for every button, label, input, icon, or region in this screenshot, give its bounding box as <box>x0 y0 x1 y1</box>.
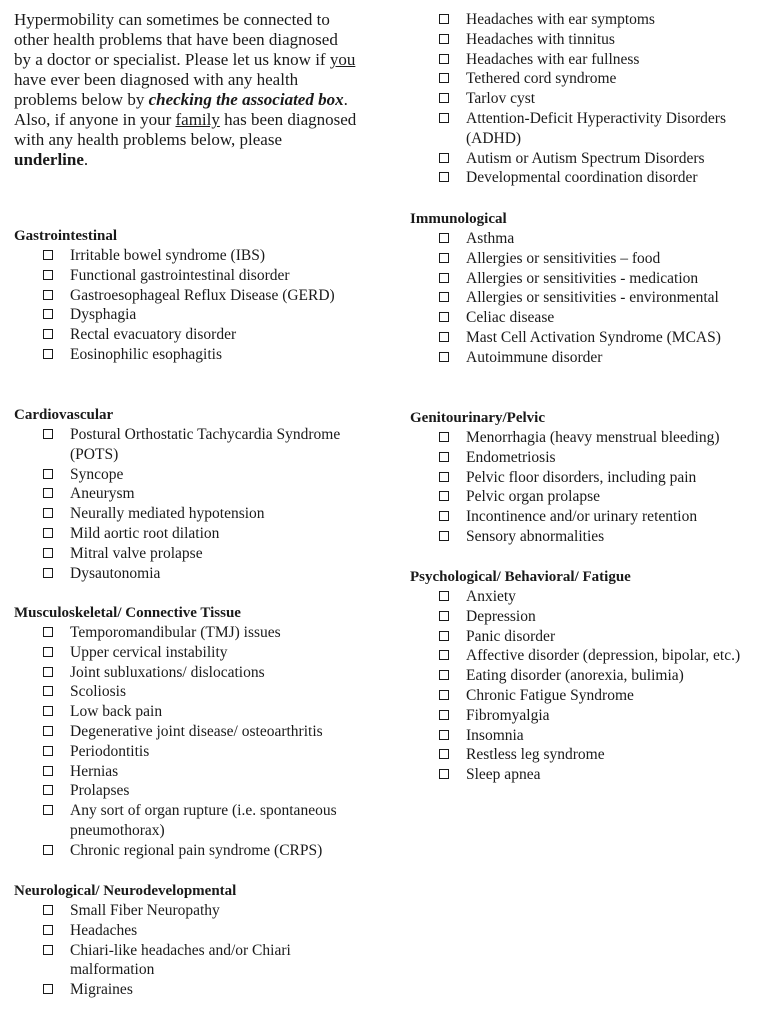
checklist-item-label: Rectal evacuatory disorder <box>70 326 237 344</box>
checklist-item-label: Asthma <box>466 230 515 247</box>
checklist-item-label: Celiac disease <box>466 309 555 327</box>
section-title: Immunological <box>410 211 507 227</box>
section-gastrointestinal <box>14 226 374 365</box>
checkbox[interactable] <box>43 488 53 498</box>
checklist-item <box>14 841 374 861</box>
checkbox[interactable] <box>43 746 53 756</box>
checkbox[interactable] <box>43 706 53 716</box>
checklist-item <box>410 745 758 765</box>
checklist-item <box>14 504 374 524</box>
checklist-item <box>410 308 758 328</box>
checkbox[interactable] <box>43 805 53 815</box>
checkbox[interactable] <box>43 548 53 558</box>
checklist-item <box>14 901 374 921</box>
checklist-item-label: Joint subluxations/ dislocations <box>70 663 265 681</box>
checkbox[interactable] <box>439 710 449 720</box>
checklist-item-label: Mast Cell Activation Syndrome (MCAS) <box>466 328 721 346</box>
checklist-item-label: Panic disorder <box>466 627 556 645</box>
section-cardiovascular <box>14 405 374 583</box>
checkbox[interactable] <box>439 73 449 83</box>
checklist-item-label: Postural Orthostatic Tachycardia Syndrome (POTS) <box>70 426 341 463</box>
checklist-item <box>14 941 374 981</box>
checklist-item <box>14 801 374 841</box>
checklist-item-label: Hernias <box>70 762 119 780</box>
checklist-item <box>14 544 374 564</box>
checklist-item-label: Fibromyalgia <box>466 706 550 724</box>
checkbox[interactable] <box>43 429 53 439</box>
checkbox[interactable] <box>43 766 53 776</box>
checkbox[interactable] <box>43 686 53 696</box>
checklist-item-label: Sensory abnormalities <box>466 527 605 545</box>
section-neurological-continued <box>410 10 758 188</box>
checklist-item <box>410 487 758 507</box>
section-title: Cardiovascular <box>14 407 114 423</box>
checkbox[interactable] <box>439 452 449 462</box>
checklist-item-label: Neurally mediated hypotension <box>70 505 265 523</box>
checklist-item <box>14 682 374 702</box>
checkbox[interactable] <box>439 769 449 779</box>
checkbox[interactable] <box>43 568 53 578</box>
checkbox[interactable] <box>439 14 449 24</box>
checklist-item <box>14 286 374 306</box>
checkbox[interactable] <box>439 253 449 263</box>
checklist-item <box>14 246 374 266</box>
checklist-item <box>14 266 374 286</box>
checklist-item <box>14 484 374 504</box>
checkbox[interactable] <box>439 273 449 283</box>
checkbox[interactable] <box>439 670 449 680</box>
checklist-item <box>410 666 758 686</box>
checklist-item <box>14 980 374 1000</box>
checklist-item-label: Pelvic floor disorders, including pain <box>466 468 697 486</box>
checklist-item <box>14 643 374 663</box>
checklist-item <box>14 722 374 742</box>
checklist-item-label: Tarlov cyst <box>466 90 536 108</box>
checklist-item-label: Chiari-like headaches and/or Chiari malformation <box>70 941 291 979</box>
checklist-item <box>14 305 374 325</box>
checklist-item-label: Any sort of organ rupture (i.e. spontaneous pneumothorax) <box>70 802 337 839</box>
checkbox[interactable] <box>43 270 53 280</box>
checkbox[interactable] <box>43 508 53 518</box>
checkbox[interactable] <box>43 329 53 339</box>
intro-text: . Also, if anyone in your <box>14 90 348 129</box>
checklist-item-label: Depression <box>466 607 536 625</box>
checkbox[interactable] <box>43 349 53 359</box>
checkbox[interactable] <box>439 332 449 342</box>
checklist-item-label: Attention-Deficit Hyperactivity Disorders (ADHD) <box>466 109 726 147</box>
checklist-item <box>410 348 758 368</box>
checklist-item <box>410 646 758 666</box>
intro-underline: underline <box>14 150 84 169</box>
checklist-item <box>410 686 758 706</box>
checklist-item-label: Tethered cord syndrome <box>466 70 617 88</box>
checklist-item-label: Dysphagia <box>70 306 137 324</box>
checklist-item <box>410 328 758 348</box>
checklist-item-label: Menorrhagia (heavy menstrual bleeding) <box>466 429 720 446</box>
checklist-item <box>410 627 758 647</box>
checklist-item-label: Anxiety <box>466 588 516 605</box>
checklist-item <box>410 706 758 726</box>
checklist-item <box>410 50 758 70</box>
section-title: Musculoskeletal/ Connective Tissue <box>14 605 241 621</box>
checkbox[interactable] <box>439 511 449 521</box>
checklist-item <box>410 468 758 488</box>
checklist-item <box>410 428 758 448</box>
checkbox[interactable] <box>439 591 449 601</box>
checklist-item <box>410 30 758 50</box>
checkbox[interactable] <box>43 647 53 657</box>
checkbox[interactable] <box>439 352 449 362</box>
checkbox[interactable] <box>43 945 53 955</box>
checklist-item-label: Small Fiber Neuropathy <box>70 902 220 919</box>
checklist-item-label: Periodontitis <box>70 742 150 760</box>
checklist-item-label: Eosinophilic esophagitis <box>70 345 222 363</box>
checklist-item <box>14 425 374 465</box>
checkbox[interactable] <box>43 627 53 637</box>
section-musculoskeletal <box>14 603 374 861</box>
checkbox[interactable] <box>439 312 449 322</box>
checklist-item <box>410 507 758 527</box>
checklist-item-label: Dysautonomia <box>70 564 161 582</box>
checklist-item-label: Eating disorder (anorexia, bulimia) <box>466 667 684 685</box>
checklist-item-label: Migraines <box>70 981 133 999</box>
checklist-item <box>14 465 374 485</box>
intro-paragraph <box>14 10 359 170</box>
checkbox[interactable] <box>439 93 449 103</box>
section-title: Neurological/ Neurodevelopmental <box>14 883 237 899</box>
checklist-item-label: Upper cervical instability <box>70 643 228 661</box>
checklist-item-label: Degenerative joint disease/ osteoarthritis <box>70 722 323 740</box>
section-title: Psychological/ Behavioral/ Fatigue <box>410 569 631 585</box>
intro-text: has been diagnosed with any health problems below, please <box>14 110 357 149</box>
checkbox[interactable] <box>439 749 449 759</box>
checklist-item-label: Sleep apnea <box>466 766 541 784</box>
intro-you: you <box>329 50 356 69</box>
intro-text: . <box>83 150 89 169</box>
checklist-item <box>410 168 758 188</box>
checkbox[interactable] <box>439 153 449 163</box>
checklist-item-label: Aneurysm <box>70 485 135 503</box>
checklist-item <box>410 288 758 308</box>
checkbox[interactable] <box>439 491 449 501</box>
checklist-item <box>14 325 374 345</box>
checklist-item <box>410 69 758 89</box>
checkbox[interactable] <box>43 528 53 538</box>
checklist-item-label: Autism or Autism Spectrum Disorders <box>466 149 705 167</box>
checkbox[interactable] <box>43 925 53 935</box>
checkbox[interactable] <box>439 631 449 641</box>
checklist-item <box>410 249 758 269</box>
checklist-item <box>410 527 758 547</box>
checkbox[interactable] <box>439 472 449 482</box>
checklist-item-label: Restless leg syndrome <box>466 746 605 764</box>
checklist-item-label: Syncope <box>70 465 124 483</box>
checklist-item <box>410 229 758 249</box>
checklist-item-label: Allergies or sensitivities – food <box>466 249 661 267</box>
checkbox[interactable] <box>43 845 53 855</box>
checklist-item-label: Gastroesophageal Reflux Disease (GERD) <box>70 286 335 304</box>
checklist-item-label: Allergies or sensitivities - medication <box>466 269 699 287</box>
section-genitourinary-pelvic <box>410 408 758 547</box>
checklist-item-label: Mild aortic root dilation <box>70 524 220 542</box>
checklist-item <box>410 765 758 785</box>
checklist-item-label: Allergies or sensitivities - environmental <box>466 289 719 307</box>
checklist-item <box>14 762 374 782</box>
checkbox[interactable] <box>439 233 449 243</box>
checklist-item <box>14 524 374 544</box>
checklist-item-label: Headaches with tinnitus <box>466 30 615 48</box>
intro-family: family <box>175 110 220 129</box>
checkbox[interactable] <box>43 290 53 300</box>
checklist-item-label: Incontinence and/or urinary retention <box>466 508 698 526</box>
section-title: Gastrointestinal <box>14 228 118 244</box>
checklist-item <box>14 623 374 643</box>
intro-text: have ever been diagnosed with any health problems below by <box>14 70 299 109</box>
checklist-item <box>14 564 374 584</box>
checklist-item-label: Chronic regional pain syndrome (CRPS) <box>70 841 323 859</box>
checkbox[interactable] <box>439 113 449 123</box>
checkbox[interactable] <box>43 905 53 915</box>
checklist-item <box>410 109 758 149</box>
checklist-item <box>410 149 758 169</box>
checklist-item <box>410 607 758 627</box>
checklist-item <box>410 89 758 109</box>
intro-checking-box: checking the associated box <box>148 90 344 109</box>
checklist-item <box>14 663 374 683</box>
checkbox[interactable] <box>439 432 449 442</box>
checklist-item <box>14 345 374 365</box>
checkbox[interactable] <box>439 34 449 44</box>
checkbox[interactable] <box>439 54 449 64</box>
checklist-item-label: Insomnia <box>466 726 524 744</box>
checklist-item <box>14 921 374 941</box>
checklist-item <box>14 781 374 801</box>
checkbox[interactable] <box>43 984 53 994</box>
checklist-item-label: Scoliosis <box>70 683 126 701</box>
checklist-item-label: Developmental coordination disorder <box>466 169 698 187</box>
checklist-item <box>410 448 758 468</box>
checklist-item-label: Autoimmune disorder <box>466 348 603 366</box>
checklist-item <box>410 726 758 746</box>
checklist-item-label: Mitral valve prolapse <box>70 544 203 562</box>
checklist-item-label: Low back pain <box>70 703 163 721</box>
checkbox[interactable] <box>439 730 449 740</box>
checklist-item-label: Prolapses <box>70 782 130 800</box>
checklist-item <box>410 269 758 289</box>
checklist-item-label: Endometriosis <box>466 448 556 466</box>
checklist-item <box>14 742 374 762</box>
checkbox[interactable] <box>439 292 449 302</box>
checklist-item-label: Pelvic organ prolapse <box>466 488 601 506</box>
checklist-item-label: Chronic Fatigue Syndrome <box>466 686 634 704</box>
checklist-item-label: Headaches <box>70 921 138 939</box>
checkbox[interactable] <box>43 785 53 795</box>
checkbox[interactable] <box>43 469 53 479</box>
checkbox[interactable] <box>43 309 53 319</box>
checkbox[interactable] <box>439 172 449 182</box>
checkbox[interactable] <box>439 531 449 541</box>
section-title: Genitourinary/Pelvic <box>410 410 545 426</box>
checkbox[interactable] <box>43 250 53 260</box>
section-neurological <box>14 881 374 1000</box>
checkbox[interactable] <box>43 667 53 677</box>
section-immunological <box>410 209 758 368</box>
checkbox[interactable] <box>43 726 53 736</box>
intro-text: Hypermobility can sometimes be connected to other health problems that have been diagnosed by a doctor or specialist. Please let us know if <box>14 10 338 69</box>
checklist-item-label: Irritable bowel syndrome (IBS) <box>70 247 265 264</box>
checklist-item-label: Headaches with ear fullness <box>466 50 640 68</box>
checklist-item-label: Temporomandibular (TMJ) issues <box>70 624 281 641</box>
section-psychological-behavioral-fatigue <box>410 567 758 785</box>
checklist-item-label: Functional gastrointestinal disorder <box>70 266 290 284</box>
checklist-item-label: Affective disorder (depression, bipolar, etc.) <box>466 647 741 665</box>
checklist-item <box>14 702 374 722</box>
checkbox[interactable] <box>439 650 449 660</box>
checkbox[interactable] <box>439 690 449 700</box>
checklist-item <box>410 10 758 30</box>
checklist-item-label: Headaches with ear symptoms <box>466 11 655 28</box>
checkbox[interactable] <box>439 611 449 621</box>
checklist-item <box>410 587 758 607</box>
